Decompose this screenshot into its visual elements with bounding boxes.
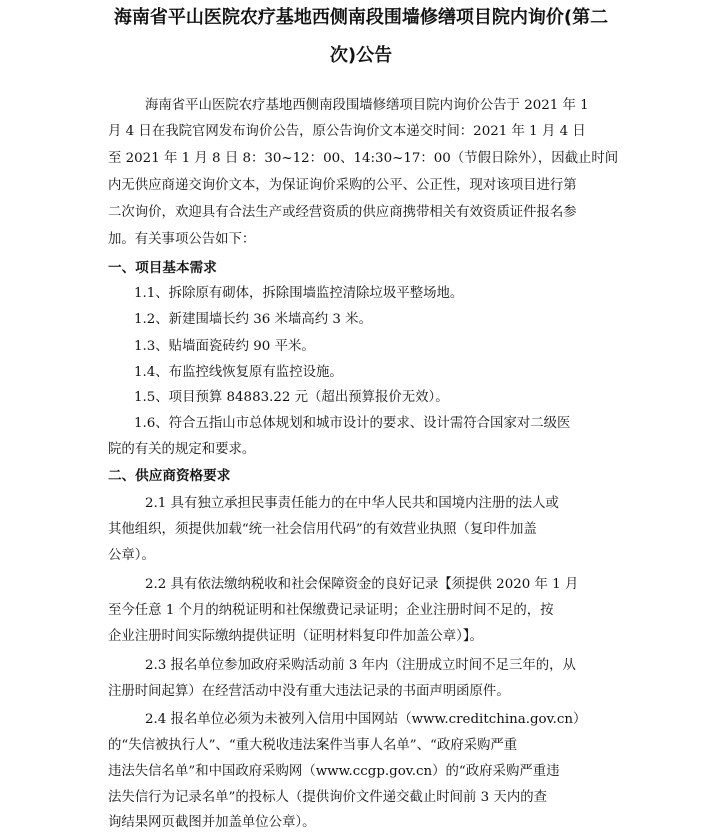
section-2-item: 2.4 报名单位必须为未被列入信用中国网站（www.creditchina.gov.cn） [145, 712, 587, 727]
document-title-line-2: 次)公告 [329, 45, 393, 66]
section-1-item: 1.3、贴墙面瓷砖约 90 平米。 [134, 339, 315, 354]
intro-line: 二次询价，欢迎具有合法生产或经营资质的供应商携带相关有效资质证件报名参 [108, 205, 577, 220]
section-1-item: 1.1、拆除原有砌体，拆除围墙监控清除垃圾平整场地。 [134, 286, 464, 301]
section-2-item: 其他组织，须提供加载“统一社会信用代码”的有效营业执照（复印件加盖 [108, 522, 537, 537]
section-2-item: 法失信行为记录名单”的投标人（提供询价文件递交截止时间前 3 天内的查 [108, 790, 547, 805]
section-2-item: 询结果网页截图并加盖单位公章）。 [108, 815, 316, 830]
section-2-item: 注册时间起算）在经营活动中没有重大违法记录的书面声明函原件。 [108, 684, 510, 699]
section-2-item: 企业注册时间实际缴纳提供证明（证明材料复印件加盖公章）】。 [108, 629, 483, 644]
section-2-item: 2.2 具有依法缴纳税收和社会保障资金的良好记录【须提供 2020 年 1 月 [145, 577, 579, 592]
intro-line: 至 2021 年 1 月 8 日 8：30~12：00、14:30~17：00（节假日除外），因截止时间 [108, 151, 619, 166]
section-1-heading: 一、项目基本需求 [108, 260, 217, 276]
intro-line: 内无供应商递交询价文本，为保证询价采购的公平、公正性，现对该项目进行第 [108, 178, 577, 193]
section-2-item: 违法失信名单”和中国政府采购网（www.ccgp.gov.cn）的“政府采购严重违 [108, 764, 560, 779]
section-2-item: 2.3 报名单位参加政府采购活动前 3 年内（注册成立时间不足三年的，从 [145, 658, 576, 673]
intro-line: 月 4 日在我院官网发布询价公告，原公告询价文本递交时间：2021 年 1 月 4 日 [108, 124, 586, 139]
intro-line: 加。有关事项公告如下： [108, 232, 256, 247]
section-1-item: 院的有关的规定和要求。 [108, 442, 256, 457]
section-1-item: 1.4、布监控线恢复原有监控设施。 [134, 365, 343, 380]
section-2-item: 2.1 具有独立承担民事责任能力的在中华人民共和国境内注册的法人或 [145, 496, 559, 511]
document-title-line-1: 海南省平山医院农疗基地西侧南段围墙修缮项目院内询价(第二 [113, 7, 609, 28]
section-1-item: 1.5、项目预算 84883.22 元（超出预算报价无效）。 [134, 390, 449, 405]
section-1-item: 1.2、新建围墙长约 36 米墙高约 3 米。 [134, 312, 372, 327]
section-2-heading: 二、供应商资格要求 [108, 468, 231, 484]
section-2-item: 至今任意 1 个月的纳税证明和社保缴费记录证明；企业注册时间不足的，按 [108, 603, 554, 618]
section-2-item: 的“失信被执行人”、“重大税收违法案件当事人名单”、“政府采购严重 [108, 738, 518, 753]
section-1-item: 1.6、符合五指山市总体规划和城市设计的要求、设计需符合国家对二级医 [134, 416, 571, 431]
intro-line: 海南省平山医院农疗基地西侧南段围墙修缮项目院内询价公告于 2021 年 1 [145, 98, 589, 113]
section-2-item: 公章）。 [108, 548, 155, 563]
